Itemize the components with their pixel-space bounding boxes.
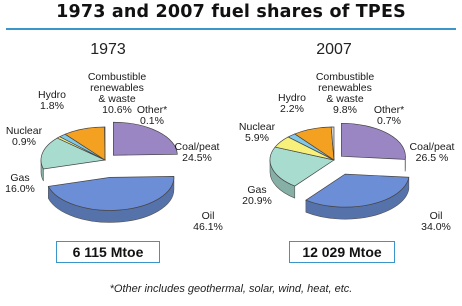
slice-label-other-0: Other* 0.1% (136, 104, 168, 127)
pie-slice-coal-peat-0 (113, 122, 177, 155)
slice-label-coal-peat-1: Coal/peat 26.5 % (409, 141, 455, 164)
page-title: 1973 and 2007 fuel shares of TPES (56, 2, 406, 22)
slice-label-nuclear-1: Nuclear 5.9% (238, 121, 276, 144)
pie-slice-oil-0 (48, 176, 174, 222)
slice-label-hydro-1: Hydro 2.2% (277, 92, 307, 115)
slice-label-nuclear-0: Nuclear 0.9% (5, 125, 43, 148)
chart-title-1: 2007 (316, 41, 352, 58)
pie-slice-oil-1 (306, 174, 409, 219)
slice-label-oil-0: Oil 46.1% (193, 210, 223, 233)
pie-chart-2007 (239, 41, 455, 233)
footnote: *Other includes geothermal, solar, wind, heat, etc. (109, 283, 353, 295)
slice-label-oil-1: Oil 34.0% (421, 210, 451, 233)
slice-label-gas-0: Gas 16.0% (5, 172, 35, 195)
slice-label-other-1: Other* 0.7% (373, 104, 405, 127)
slice-label-combustible-renewables-waste-1: Combustible renewables & waste 9.8% (315, 71, 375, 116)
chart-title-0: 1973 (90, 41, 126, 58)
pie-slice-coal-peat-1 (341, 123, 405, 171)
pie-chart-1973 (5, 41, 223, 233)
total-supply-2007: 12 029 Mtoe (289, 241, 395, 263)
slice-label-combustible-renewables-waste-0: Combustible renewables & waste 10.6% (87, 71, 147, 116)
slice-label-gas-1: Gas 20.9% (242, 184, 272, 207)
total-supply-1973: 6 115 Mtoe (56, 241, 160, 263)
slice-label-hydro-0: Hydro 1.8% (37, 89, 67, 112)
slice-label-coal-peat-0: Coal/peat 24.5% (174, 141, 220, 164)
